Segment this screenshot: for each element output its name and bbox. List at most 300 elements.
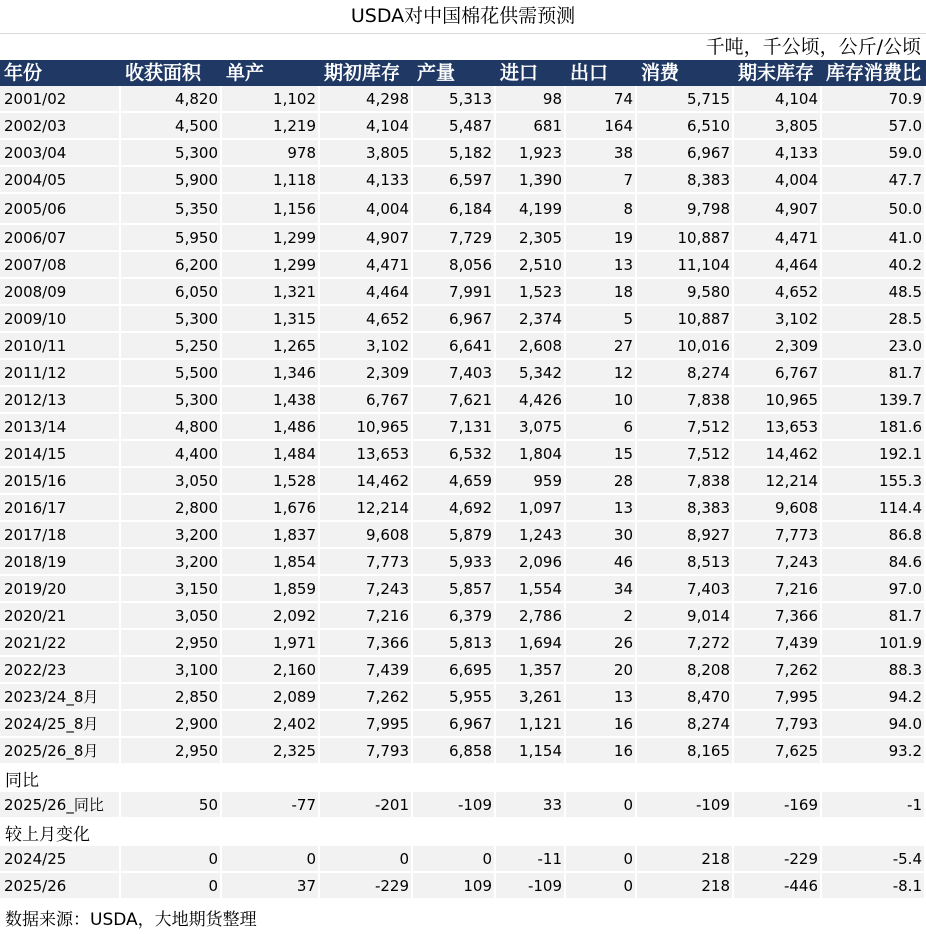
cell-beginning-stocks: 4,464 <box>320 279 413 306</box>
cell-production: 6,184 <box>413 194 496 225</box>
cell-yield: 1,859 <box>222 576 320 603</box>
cell-production: 5,313 <box>413 86 496 113</box>
cell-consumption: 9,580 <box>637 279 734 306</box>
cell-consumption: 8,383 <box>637 495 734 522</box>
cell-yield: 2,092 <box>222 603 320 630</box>
cell-yield: 1,102 <box>222 86 320 113</box>
cell-ending-stocks: 7,366 <box>734 603 822 630</box>
cell-year: 2017/18 <box>0 522 121 549</box>
cell-consumption: 218 <box>637 873 734 900</box>
cell-production: 5,182 <box>413 140 496 167</box>
cell-year: 2012/13 <box>0 387 121 414</box>
column-header-ending-stocks: 期末库存 <box>738 62 815 84</box>
cell-yield: 1,315 <box>222 306 320 333</box>
cell-imports: 3,075 <box>496 414 566 441</box>
cell-stocks-to-use-ratio: 139.7 <box>822 387 926 414</box>
cell-stocks-to-use-ratio: 114.4 <box>822 495 926 522</box>
cell-stocks-to-use-ratio: -8.1 <box>822 873 926 900</box>
cell-harvested-area: 0 <box>121 873 222 900</box>
cell-ending-stocks: 4,004 <box>734 167 822 194</box>
cell-year: 2025/26 <box>0 873 121 900</box>
cell-year: 2016/17 <box>0 495 121 522</box>
cell-beginning-stocks: 12,214 <box>320 495 413 522</box>
cell-beginning-stocks: 4,652 <box>320 306 413 333</box>
table-body <box>0 86 926 765</box>
cell-harvested-area: 6,050 <box>121 279 222 306</box>
cell-production: 5,955 <box>413 684 496 711</box>
cell-consumption: 10,887 <box>637 306 734 333</box>
cell-imports: 959 <box>496 468 566 495</box>
cell-consumption: 7,838 <box>637 387 734 414</box>
cell-imports: 2,305 <box>496 225 566 252</box>
cell-ending-stocks: 7,439 <box>734 630 822 657</box>
cell-consumption: 10,016 <box>637 333 734 360</box>
table-row <box>0 252 926 279</box>
table-row <box>0 495 926 522</box>
cell-consumption: -109 <box>637 792 734 819</box>
cell-exports: 0 <box>566 873 637 900</box>
cell-consumption: 7,838 <box>637 468 734 495</box>
cell-beginning-stocks: 4,004 <box>320 194 413 225</box>
cell-imports: 681 <box>496 113 566 140</box>
section-rows <box>0 846 926 900</box>
cell-year: 2006/07 <box>0 225 121 252</box>
cell-harvested-area: 4,400 <box>121 441 222 468</box>
cell-yield: 2,160 <box>222 657 320 684</box>
column-header-year: 年份 <box>4 62 43 84</box>
cell-beginning-stocks: -229 <box>320 873 413 900</box>
column-header-production: 产量 <box>417 62 456 84</box>
cell-beginning-stocks: 7,366 <box>320 630 413 657</box>
cell-ending-stocks: -446 <box>734 873 822 900</box>
cell-yield: 1,676 <box>222 495 320 522</box>
cell-exports: 164 <box>566 113 637 140</box>
cell-harvested-area: 3,200 <box>121 522 222 549</box>
cell-ending-stocks: 10,965 <box>734 387 822 414</box>
table-row <box>0 360 926 387</box>
table-row <box>0 86 926 113</box>
cell-year: 2024/25 <box>0 846 121 873</box>
cell-yield: -77 <box>222 792 320 819</box>
cell-stocks-to-use-ratio: 50.0 <box>822 194 926 225</box>
cell-stocks-to-use-ratio: -5.4 <box>822 846 926 873</box>
table-row <box>0 792 926 819</box>
cell-exports: 12 <box>566 360 637 387</box>
cell-consumption: 7,512 <box>637 414 734 441</box>
cell-yield: 1,971 <box>222 630 320 657</box>
cell-stocks-to-use-ratio: 94.2 <box>822 684 926 711</box>
cell-stocks-to-use-ratio: 94.0 <box>822 711 926 738</box>
cell-exports: 0 <box>566 846 637 873</box>
cell-production: 5,813 <box>413 630 496 657</box>
table-row <box>0 549 926 576</box>
cell-year: 2009/10 <box>0 306 121 333</box>
cell-imports: 1,121 <box>496 711 566 738</box>
cell-imports: 2,096 <box>496 549 566 576</box>
cell-beginning-stocks: 4,104 <box>320 113 413 140</box>
cell-imports: 1,923 <box>496 140 566 167</box>
cell-exports: 28 <box>566 468 637 495</box>
cell-ending-stocks: 14,462 <box>734 441 822 468</box>
cell-stocks-to-use-ratio: 70.9 <box>822 86 926 113</box>
cell-beginning-stocks: -201 <box>320 792 413 819</box>
cell-year: 2004/05 <box>0 167 121 194</box>
cell-beginning-stocks: 4,471 <box>320 252 413 279</box>
cell-stocks-to-use-ratio: 93.2 <box>822 738 926 765</box>
cell-stocks-to-use-ratio: 41.0 <box>822 225 926 252</box>
cell-production: 0 <box>413 846 496 873</box>
table-row <box>0 140 926 167</box>
cell-ending-stocks: 4,464 <box>734 252 822 279</box>
unit-note: 千吨，千公顷，公斤/公顷 <box>705 36 921 58</box>
cell-imports: -11 <box>496 846 566 873</box>
cell-harvested-area: 5,300 <box>121 140 222 167</box>
cell-beginning-stocks: 7,773 <box>320 549 413 576</box>
cell-exports: 16 <box>566 738 637 765</box>
cell-beginning-stocks: 2,309 <box>320 360 413 387</box>
table-row <box>0 630 926 657</box>
cell-production: 8,056 <box>413 252 496 279</box>
cell-yield: 978 <box>222 140 320 167</box>
cell-production: 5,933 <box>413 549 496 576</box>
table-row <box>0 113 926 140</box>
cell-imports: 3,261 <box>496 684 566 711</box>
cell-beginning-stocks: 7,243 <box>320 576 413 603</box>
cell-year: 2008/09 <box>0 279 121 306</box>
cell-beginning-stocks: 7,439 <box>320 657 413 684</box>
cell-exports: 13 <box>566 252 637 279</box>
cell-stocks-to-use-ratio: 97.0 <box>822 576 926 603</box>
cell-harvested-area: 5,350 <box>121 194 222 225</box>
cell-harvested-area: 3,050 <box>121 468 222 495</box>
cell-ending-stocks: 7,216 <box>734 576 822 603</box>
section-rows <box>0 792 926 819</box>
cell-harvested-area: 3,150 <box>121 576 222 603</box>
cell-imports: 1,357 <box>496 657 566 684</box>
cell-harvested-area: 2,800 <box>121 495 222 522</box>
cell-harvested-area: 2,850 <box>121 684 222 711</box>
cell-ending-stocks: -229 <box>734 846 822 873</box>
table-row <box>0 468 926 495</box>
cell-ending-stocks: 3,102 <box>734 306 822 333</box>
cell-production: 4,692 <box>413 495 496 522</box>
cell-beginning-stocks: 4,133 <box>320 167 413 194</box>
column-header-consumption: 消费 <box>641 62 680 84</box>
cell-exports: 5 <box>566 306 637 333</box>
cell-yield: 1,118 <box>222 167 320 194</box>
cell-stocks-to-use-ratio: 47.7 <box>822 167 926 194</box>
table-row <box>0 576 926 603</box>
table-row <box>0 603 926 630</box>
cell-imports: 1,097 <box>496 495 566 522</box>
cell-imports: 1,390 <box>496 167 566 194</box>
cell-year: 2022/23 <box>0 657 121 684</box>
cell-production: 4,659 <box>413 468 496 495</box>
cell-ending-stocks: 13,653 <box>734 414 822 441</box>
cell-production: 6,858 <box>413 738 496 765</box>
cell-imports: -109 <box>496 873 566 900</box>
column-header-imports: 进口 <box>500 62 539 84</box>
cell-harvested-area: 3,050 <box>121 603 222 630</box>
cell-exports: 6 <box>566 414 637 441</box>
cell-stocks-to-use-ratio: 81.7 <box>822 603 926 630</box>
cell-harvested-area: 2,950 <box>121 630 222 657</box>
cell-yield: 1,438 <box>222 387 320 414</box>
cell-exports: 0 <box>566 792 637 819</box>
cell-yield: 1,265 <box>222 333 320 360</box>
cell-consumption: 5,715 <box>637 86 734 113</box>
cell-harvested-area: 3,100 <box>121 657 222 684</box>
cell-imports: 2,374 <box>496 306 566 333</box>
cell-harvested-area: 5,300 <box>121 387 222 414</box>
cell-year: 2020/21 <box>0 603 121 630</box>
cell-ending-stocks: 7,793 <box>734 711 822 738</box>
table-title: USDA对中国棉花供需预测 <box>0 0 926 34</box>
cell-year: 2018/19 <box>0 549 121 576</box>
source-note: 数据来源：USDA，大地期货整理 <box>5 909 257 930</box>
cell-year: 2025/26_8月 <box>0 738 121 765</box>
cell-exports: 30 <box>566 522 637 549</box>
cell-production: 7,729 <box>413 225 496 252</box>
cell-yield: 1,299 <box>222 225 320 252</box>
cell-stocks-to-use-ratio: 88.3 <box>822 657 926 684</box>
cell-exports: 8 <box>566 194 637 225</box>
cell-production: 109 <box>413 873 496 900</box>
cell-consumption: 7,272 <box>637 630 734 657</box>
cell-imports: 2,608 <box>496 333 566 360</box>
cell-ending-stocks: 4,652 <box>734 279 822 306</box>
cell-production: 5,857 <box>413 576 496 603</box>
cell-ending-stocks: 7,243 <box>734 549 822 576</box>
cell-production: 7,131 <box>413 414 496 441</box>
cell-imports: 1,243 <box>496 522 566 549</box>
table-row <box>0 711 926 738</box>
cell-stocks-to-use-ratio: 181.6 <box>822 414 926 441</box>
cell-beginning-stocks: 6,767 <box>320 387 413 414</box>
cell-beginning-stocks: 13,653 <box>320 441 413 468</box>
cell-harvested-area: 5,500 <box>121 360 222 387</box>
cell-stocks-to-use-ratio: -1 <box>822 792 926 819</box>
cell-yield: 2,402 <box>222 711 320 738</box>
cell-beginning-stocks: 3,805 <box>320 140 413 167</box>
cell-harvested-area: 4,800 <box>121 414 222 441</box>
cell-consumption: 7,512 <box>637 441 734 468</box>
cell-ending-stocks: 7,773 <box>734 522 822 549</box>
table-row <box>0 194 926 225</box>
table-row <box>0 225 926 252</box>
cell-imports: 33 <box>496 792 566 819</box>
cell-ending-stocks: 7,262 <box>734 657 822 684</box>
cell-exports: 16 <box>566 711 637 738</box>
cell-stocks-to-use-ratio: 48.5 <box>822 279 926 306</box>
cell-imports: 1,523 <box>496 279 566 306</box>
cell-beginning-stocks: 14,462 <box>320 468 413 495</box>
cell-harvested-area: 6,200 <box>121 252 222 279</box>
section-label: 较上月变化 <box>5 825 90 845</box>
cell-production: 7,621 <box>413 387 496 414</box>
cell-yield: 1,346 <box>222 360 320 387</box>
cell-harvested-area: 2,950 <box>121 738 222 765</box>
cell-consumption: 9,798 <box>637 194 734 225</box>
table-row <box>0 738 926 765</box>
table-row <box>0 657 926 684</box>
cell-imports: 4,426 <box>496 387 566 414</box>
cell-consumption: 8,927 <box>637 522 734 549</box>
cell-production: 7,403 <box>413 360 496 387</box>
cell-beginning-stocks: 7,216 <box>320 603 413 630</box>
cell-year: 2007/08 <box>0 252 121 279</box>
cell-exports: 18 <box>566 279 637 306</box>
cell-exports: 26 <box>566 630 637 657</box>
cell-year: 2014/15 <box>0 441 121 468</box>
cell-imports: 2,510 <box>496 252 566 279</box>
cell-harvested-area: 5,950 <box>121 225 222 252</box>
cell-consumption: 8,383 <box>637 167 734 194</box>
cell-production: 5,879 <box>413 522 496 549</box>
cell-imports: 5,342 <box>496 360 566 387</box>
cell-ending-stocks: 4,104 <box>734 86 822 113</box>
cell-imports: 1,694 <box>496 630 566 657</box>
cell-stocks-to-use-ratio: 192.1 <box>822 441 926 468</box>
cell-exports: 27 <box>566 333 637 360</box>
cell-stocks-to-use-ratio: 84.6 <box>822 549 926 576</box>
cell-yield: 1,299 <box>222 252 320 279</box>
cell-consumption: 6,967 <box>637 140 734 167</box>
table-row <box>0 873 926 900</box>
cell-yield: 1,528 <box>222 468 320 495</box>
cell-beginning-stocks: 3,102 <box>320 333 413 360</box>
cell-ending-stocks: 3,805 <box>734 113 822 140</box>
cell-beginning-stocks: 4,907 <box>320 225 413 252</box>
cell-consumption: 9,014 <box>637 603 734 630</box>
table-header <box>0 60 926 86</box>
cell-stocks-to-use-ratio: 155.3 <box>822 468 926 495</box>
cell-imports: 1,554 <box>496 576 566 603</box>
cell-exports: 74 <box>566 86 637 113</box>
table-change-sections <box>0 765 926 900</box>
cell-imports: 1,154 <box>496 738 566 765</box>
table-row <box>0 279 926 306</box>
cell-year: 2015/16 <box>0 468 121 495</box>
cell-consumption: 8,274 <box>637 360 734 387</box>
section-label: 同比 <box>5 771 39 791</box>
cell-stocks-to-use-ratio: 101.9 <box>822 630 926 657</box>
cell-consumption: 8,165 <box>637 738 734 765</box>
column-header-exports: 出口 <box>570 62 609 84</box>
cell-year: 2005/06 <box>0 194 121 225</box>
cell-yield: 1,219 <box>222 113 320 140</box>
cell-consumption: 8,274 <box>637 711 734 738</box>
cell-beginning-stocks: 4,298 <box>320 86 413 113</box>
table-row <box>0 684 926 711</box>
table-row <box>0 522 926 549</box>
cell-harvested-area: 5,250 <box>121 333 222 360</box>
cell-yield: 1,156 <box>222 194 320 225</box>
cell-year: 2011/12 <box>0 360 121 387</box>
cell-stocks-to-use-ratio: 57.0 <box>822 113 926 140</box>
cell-production: 6,641 <box>413 333 496 360</box>
cell-consumption: 8,513 <box>637 549 734 576</box>
cell-year: 2023/24_8月 <box>0 684 121 711</box>
cell-exports: 46 <box>566 549 637 576</box>
cell-production: 6,967 <box>413 306 496 333</box>
cell-exports: 13 <box>566 495 637 522</box>
cell-exports: 2 <box>566 603 637 630</box>
cell-imports: 4,199 <box>496 194 566 225</box>
table-row <box>0 387 926 414</box>
cell-ending-stocks: -169 <box>734 792 822 819</box>
cell-consumption: 8,470 <box>637 684 734 711</box>
cell-yield: 1,321 <box>222 279 320 306</box>
cell-yield: 37 <box>222 873 320 900</box>
cell-exports: 10 <box>566 387 637 414</box>
cell-ending-stocks: 2,309 <box>734 333 822 360</box>
cell-consumption: 7,403 <box>637 576 734 603</box>
cell-year: 2019/20 <box>0 576 121 603</box>
cell-production: 6,379 <box>413 603 496 630</box>
cell-ending-stocks: 7,995 <box>734 684 822 711</box>
column-header-harvested-area: 收获面积 <box>125 62 202 84</box>
cell-harvested-area: 3,200 <box>121 549 222 576</box>
cell-production: 5,487 <box>413 113 496 140</box>
cell-ending-stocks: 4,133 <box>734 140 822 167</box>
table-row <box>0 414 926 441</box>
cell-production: 6,532 <box>413 441 496 468</box>
cell-year: 2013/14 <box>0 414 121 441</box>
cell-ending-stocks: 12,214 <box>734 468 822 495</box>
cell-stocks-to-use-ratio: 59.0 <box>822 140 926 167</box>
cell-stocks-to-use-ratio: 40.2 <box>822 252 926 279</box>
table-row <box>0 846 926 873</box>
cell-yield: 2,089 <box>222 684 320 711</box>
cell-yield: 1,484 <box>222 441 320 468</box>
cell-imports: 98 <box>496 86 566 113</box>
cell-year: 2001/02 <box>0 86 121 113</box>
table-row <box>0 441 926 468</box>
cell-beginning-stocks: 7,995 <box>320 711 413 738</box>
cell-consumption: 11,104 <box>637 252 734 279</box>
cell-harvested-area: 0 <box>121 846 222 873</box>
cell-harvested-area: 2,900 <box>121 711 222 738</box>
cell-yield: 1,486 <box>222 414 320 441</box>
cell-harvested-area: 50 <box>121 792 222 819</box>
cell-exports: 38 <box>566 140 637 167</box>
cell-stocks-to-use-ratio: 81.7 <box>822 360 926 387</box>
table-row <box>0 167 926 194</box>
cell-consumption: 218 <box>637 846 734 873</box>
column-header-beginning-stocks: 期初库存 <box>324 62 401 84</box>
table-row <box>0 333 926 360</box>
cell-imports: 1,804 <box>496 441 566 468</box>
cell-exports: 7 <box>566 167 637 194</box>
cell-year: 2024/25_8月 <box>0 711 121 738</box>
cell-exports: 19 <box>566 225 637 252</box>
cell-beginning-stocks: 7,793 <box>320 738 413 765</box>
cell-ending-stocks: 7,625 <box>734 738 822 765</box>
column-header-stocks-to-use-ratio: 库存消费比 <box>826 62 922 84</box>
cell-yield: 1,837 <box>222 522 320 549</box>
cell-stocks-to-use-ratio: 23.0 <box>822 333 926 360</box>
cell-harvested-area: 4,820 <box>121 86 222 113</box>
cell-exports: 20 <box>566 657 637 684</box>
column-header-yield: 单产 <box>226 62 265 84</box>
cell-production: 6,597 <box>413 167 496 194</box>
cell-exports: 13 <box>566 684 637 711</box>
cell-harvested-area: 5,300 <box>121 306 222 333</box>
cell-consumption: 6,510 <box>637 113 734 140</box>
cell-production: -109 <box>413 792 496 819</box>
cell-year: 2002/03 <box>0 113 121 140</box>
